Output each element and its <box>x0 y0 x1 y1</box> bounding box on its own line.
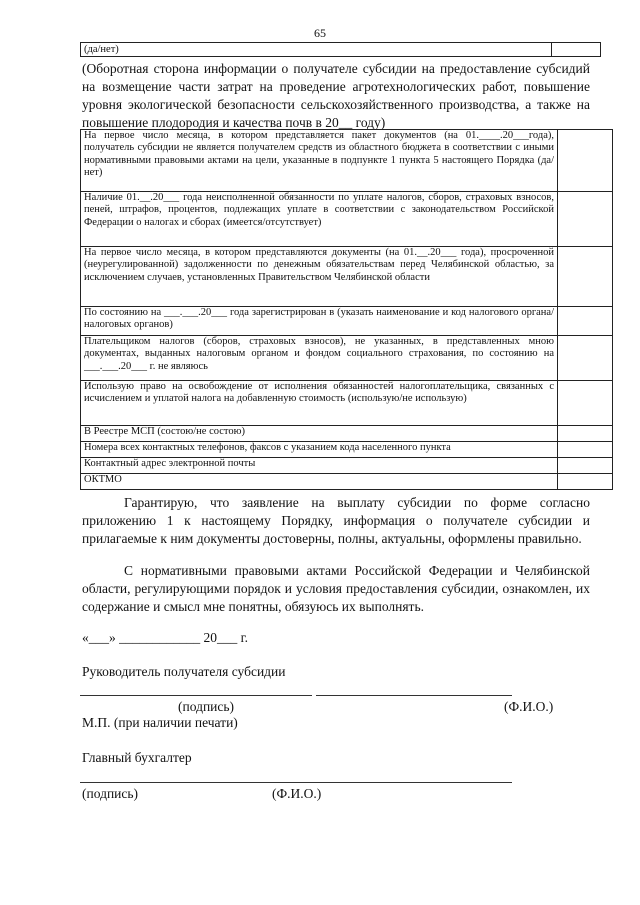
accountant-name-caption: (Ф.И.О.) <box>272 786 322 801</box>
table-row-value-cell[interactable] <box>558 458 613 474</box>
table-row-value-cell[interactable] <box>558 130 613 192</box>
recipient-info-table <box>80 129 613 490</box>
table-row <box>81 192 613 247</box>
table-row <box>81 130 613 192</box>
top-row-divider <box>551 43 552 56</box>
table-row-label: На первое число месяца, в котором представляется пакет документов (на 01.____.20___года), получатель субсидии не является получателем средств из областного бюджета в соответствии с иными нормативными правовыми актами на цели, указанные в подпункте 1 пункта 5 настоящего Порядка (да/нет) <box>81 130 558 192</box>
table-row-label: Плательщиком налогов (сборов, страховых взносов), не указанных, в представленных мною документах, выданных налоговым органом и фондом социального страхования, по состоянию на ___.___.20___ г. не являюсь <box>81 336 558 381</box>
accountant-signature-caption: (подпись) <box>82 786 139 801</box>
table-row-value-cell[interactable] <box>558 307 613 336</box>
table-row-label: На первое число месяца, в котором представляются документы (на 01.__.20___ года), просроченной (неурегулированной) задолженности по денежным обязательствам перед Челябинской областью, за исключением случаев, установленных Правительством Челябинской области <box>81 247 558 307</box>
acknowledgement-paragraph: С нормативными правовыми актами Российской Федерации и Челябинской области, регулирующими порядок и условия предоставления субсидии, ознакомлен, их содержание и смысл мне понятны, обязуюсь их выполнять. <box>82 563 590 614</box>
head-name-line <box>316 695 512 696</box>
head-signature-caption: (подпись) <box>178 699 235 714</box>
table-row-value-cell[interactable] <box>558 336 613 381</box>
table-row <box>81 381 613 426</box>
accountant-signature-line <box>80 782 512 783</box>
table-row-value-cell[interactable] <box>558 426 613 442</box>
table-row-label: Контактный адрес электронной почты <box>81 458 558 474</box>
head-title: Руководитель получателя субсидии <box>82 664 286 679</box>
head-signature-line <box>80 695 312 696</box>
table-row-label: Использую право на освобождение от исполнения обязанностей налогоплательщика, связанных с исчислением и уплатой налога на добавленную стоимость (использую/не использую) <box>81 381 558 426</box>
stamp-note: М.П. (при наличии печати) <box>82 715 238 730</box>
reverse-side-heading: (Оборотная сторона информации о получателе субсидии на предоставление субсидий на возмещение части затрат на проведение агротехнологических работ, повышение уровня экологической безопасности сельскохозяйственного производства, а также на повышение плодородия и качества почв в 20__ году) <box>82 61 590 130</box>
table-row-value-cell[interactable] <box>558 192 613 247</box>
guarantee-paragraph: Гарантирую, что заявление на выплату субсидии по форме согласно приложению 1 к настоящему Порядку, информация о получателе субсидии и прилагаемые к ним документы достоверны, полны, актуальны, оформлены правильно. <box>82 495 590 546</box>
table-row-label: По состоянию на ___.___.20___ года зарегистрирован в (указать наименование и код налогового органа/налоговых органов) <box>81 307 558 336</box>
table-row-value-cell[interactable] <box>558 442 613 458</box>
table-row <box>81 247 613 307</box>
table-row-label: Номера всех контактных телефонов, факсов с указанием кода населенного пункта <box>81 442 558 458</box>
accountant-title: Главный бухгалтер <box>82 750 192 765</box>
table-row <box>81 442 613 458</box>
table-row <box>81 474 613 490</box>
date-line: «___» ____________ 20___ г. <box>82 630 249 645</box>
table-row <box>81 307 613 336</box>
head-name-caption: (Ф.И.О.) <box>504 699 554 714</box>
table-row-value-cell[interactable] <box>558 381 613 426</box>
top-row-label: (да/нет) <box>84 44 119 55</box>
table-row-value-cell[interactable] <box>558 474 613 490</box>
table-row-value-cell[interactable] <box>558 247 613 307</box>
table-row-label: Наличие 01.__.20___ года неисполненной обязанности по уплате налогов, сборов, страховых взносов, пеней, штрафов, процентов, подлежащих уплате в соответствии с законодательством Российской Федерации о налогах и сборах (имеется/отсутствует) <box>81 192 558 247</box>
table-row <box>81 336 613 381</box>
page-number: 65 <box>314 26 326 40</box>
table-row-label: ОКТМО <box>81 474 558 490</box>
table-row <box>81 458 613 474</box>
table-row <box>81 426 613 442</box>
table-row-label: В Реестре МСП (состою/не состою) <box>81 426 558 442</box>
top-row-cell <box>80 42 601 57</box>
